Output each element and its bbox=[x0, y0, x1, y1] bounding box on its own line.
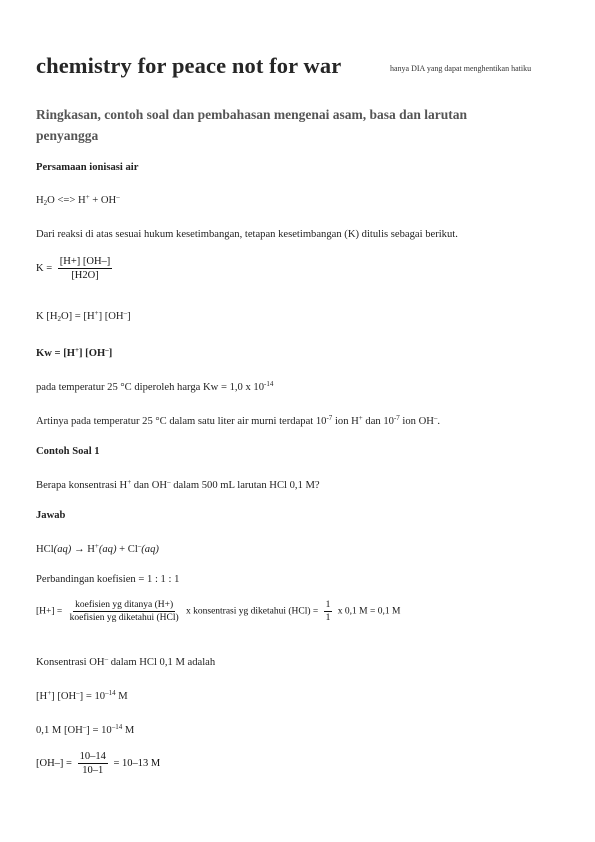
oh-concentration-formula bbox=[36, 751, 160, 776]
reaction-equation: HCl(aq) → H+(aq) + Cl–(aq) bbox=[36, 542, 159, 555]
site-tagline: hanya DIA yang dapat menghentikan hatiku bbox=[390, 64, 532, 73]
paragraph-kesetimbangan: Dari reaksi di atas sesuai hukum kesetimbangan, tetapan kesetimbangan (K) ditulis sebagai berikut. bbox=[36, 229, 458, 240]
h-concentration-formula bbox=[36, 600, 400, 623]
ionization-equation: $H_2O$ <=> H+ + OH– bbox=[36, 193, 120, 207]
ion-product-line: [H+] $[OH^-] = 10^{-14}$ M bbox=[36, 689, 128, 702]
paragraph-temperatur: pada temperatur 25 °C diperoleh harga Kw = 1,0 x $10^{-14}$ bbox=[36, 380, 274, 393]
konsentrasi-oh-text: Konsentrasi OH– dalam HCl 0,1 M adalah bbox=[36, 655, 216, 668]
perbandingan-koefisien: Perbandingan koefisien = 1 : 1 : 1 bbox=[36, 574, 180, 585]
oh-formula-fraction bbox=[78, 751, 108, 776]
k-formula-lhs: K = bbox=[36, 262, 53, 274]
oh-formula-numerator: 10–14 bbox=[79, 751, 106, 762]
h-formula-lhs: [H+] = bbox=[36, 606, 63, 617]
contoh-soal-heading: Contoh Soal 1 bbox=[36, 446, 100, 457]
kw-line: Kw = [H+] [OH–] bbox=[36, 346, 113, 359]
paragraph-artinya: Artinya pada temperatur 25 °C dalam satu liter air murni terdapat $10^{-7}$ ion H+ dan $10^{-7}$ ion OH–. bbox=[36, 414, 441, 427]
h-formula-mid: x konsentrasi yg diketahui (HCl) = bbox=[186, 606, 319, 617]
k-formula-denominator: [H2O] bbox=[71, 270, 99, 281]
jawab-heading: Jawab bbox=[36, 510, 66, 521]
oh-substitution-line: 0,1 M $[OH^-] = 10^{-14}$ M bbox=[36, 723, 135, 736]
k-formula-fraction bbox=[58, 256, 113, 281]
oh-formula-denominator: 10–1 bbox=[82, 765, 104, 776]
oh-formula-lhs: [OH–] = bbox=[36, 757, 72, 769]
soal-text: Berapa konsentrasi H+ dan OH– dalam 500 mL larutan HCl 0,1 M? bbox=[36, 478, 320, 491]
k-equilibrium-line: K $[H_2O] = [H^+]$ [OH–] bbox=[36, 309, 131, 323]
h-formula-ratio: $\frac{1}{1}$ bbox=[325, 600, 331, 623]
site-title[interactable]: chemistry for peace not for war bbox=[36, 53, 342, 78]
h-formula-fraction bbox=[68, 600, 181, 623]
h-formula-rhs: x 0,1 M = 0,1 M bbox=[337, 606, 401, 617]
section-heading-ionisasi: Persamaan ionisasi air bbox=[36, 162, 139, 173]
h-formula-denominator: koefisien yg diketahui (HCl) bbox=[69, 613, 179, 623]
k-formula-numerator: [H+] [OH–] bbox=[59, 256, 111, 267]
k-formula bbox=[36, 256, 115, 281]
post-title[interactable]: Ringkasan, contoh soal dan pembahasan mengenai asam, basa dan larutan penyangga bbox=[36, 107, 467, 143]
oh-formula-rhs: = 10–13 M bbox=[113, 757, 161, 769]
h-formula-numerator: koefisien yg ditanya (H+) bbox=[75, 600, 174, 610]
